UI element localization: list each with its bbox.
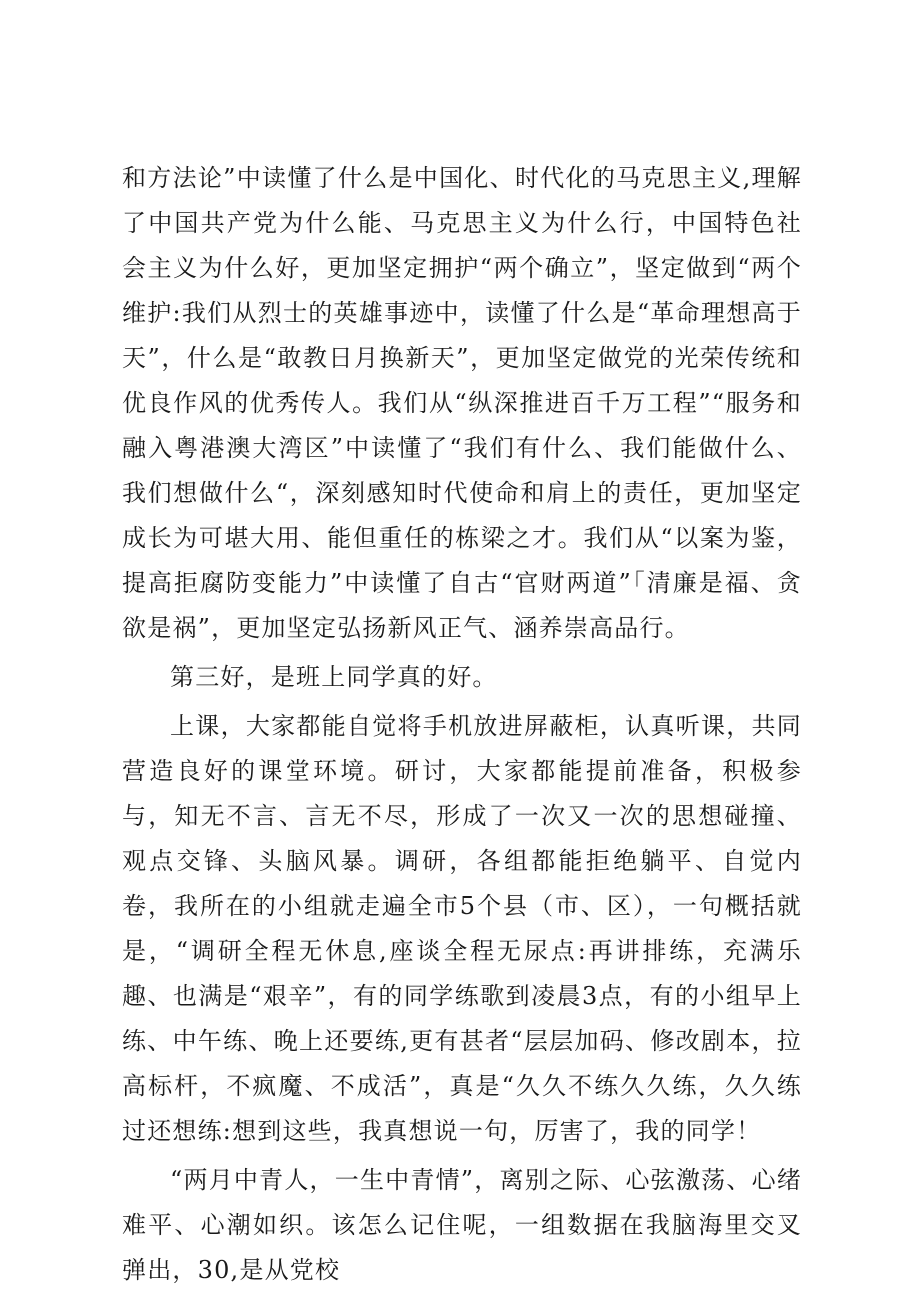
- paragraph-farewell: “两月中青人，一生中青情”，离别之际、心弦激荡、心绪难平、心潮如织。该怎么记住呢，一组数据在我脑海里交叉弹出，30,是从党校: [122, 1166, 802, 1284]
- document-body: [122, 156, 802, 1293]
- paragraph-classmates: 上课，大家都能自觉将手机放进屏蔽柜，认真听课，共同营造良好的课堂环境。研讨，大家都能提前准备，积极参与，知无不言、言无不尽，形成了一次又一次的思想碰撞、观点交锋、头脑风暴。调研，各组都能拒绝躺平、自觉内卷，我所在的小组就走遍全市5个县（市、区），一句概括就是，“调研全程无休息,座谈全程无尿点:再讲排练，充满乐趣、也满是“艰辛”，有的同学练歌到凌晨3点，有的小组早上练、中午练、晚上还要练,更有甚者“层层加码、修改剧本，拉高标杆，不疯魔、不成活”，真是“久久不练久久练，久久练过还想练:想到这些，我真想说一句，厉害了，我的同学！: [122, 712, 802, 1145]
- paragraph-study-gains: 和方法论”中读懂了什么是中国化、时代化的马克思主义,理解了中国共产党为什么能、马克思主义为什么行，中国特色社会主义为什么好，更加坚定拥护“两个确立”，坚定做到“两个维护:我们从烈士的英雄事迹中，读懂了什么是“革命理想高于天”，什么是“敢教日月换新天”，更加坚定做党的光荣传统和优良作风的优秀传人。我们从“纵深推进百千万工程”“服务和融入粤港澳大湾区”中读懂了“我们有什么、我们能做什么、我们想做什么“，深刻感知时代使命和肩上的责任，更加坚定成长为可堪大用、能但重任的栋梁之才。我们从“以案为鉴，提高拒腐防变能力”中读懂了自古“官财两道”「清廉是福、贪欲是祸”，更加坚定弘扬新风正气、涵养崇高品行。: [122, 164, 802, 642]
- paragraph-third-good: 第三好，是班上同学真的好。: [170, 663, 498, 691]
